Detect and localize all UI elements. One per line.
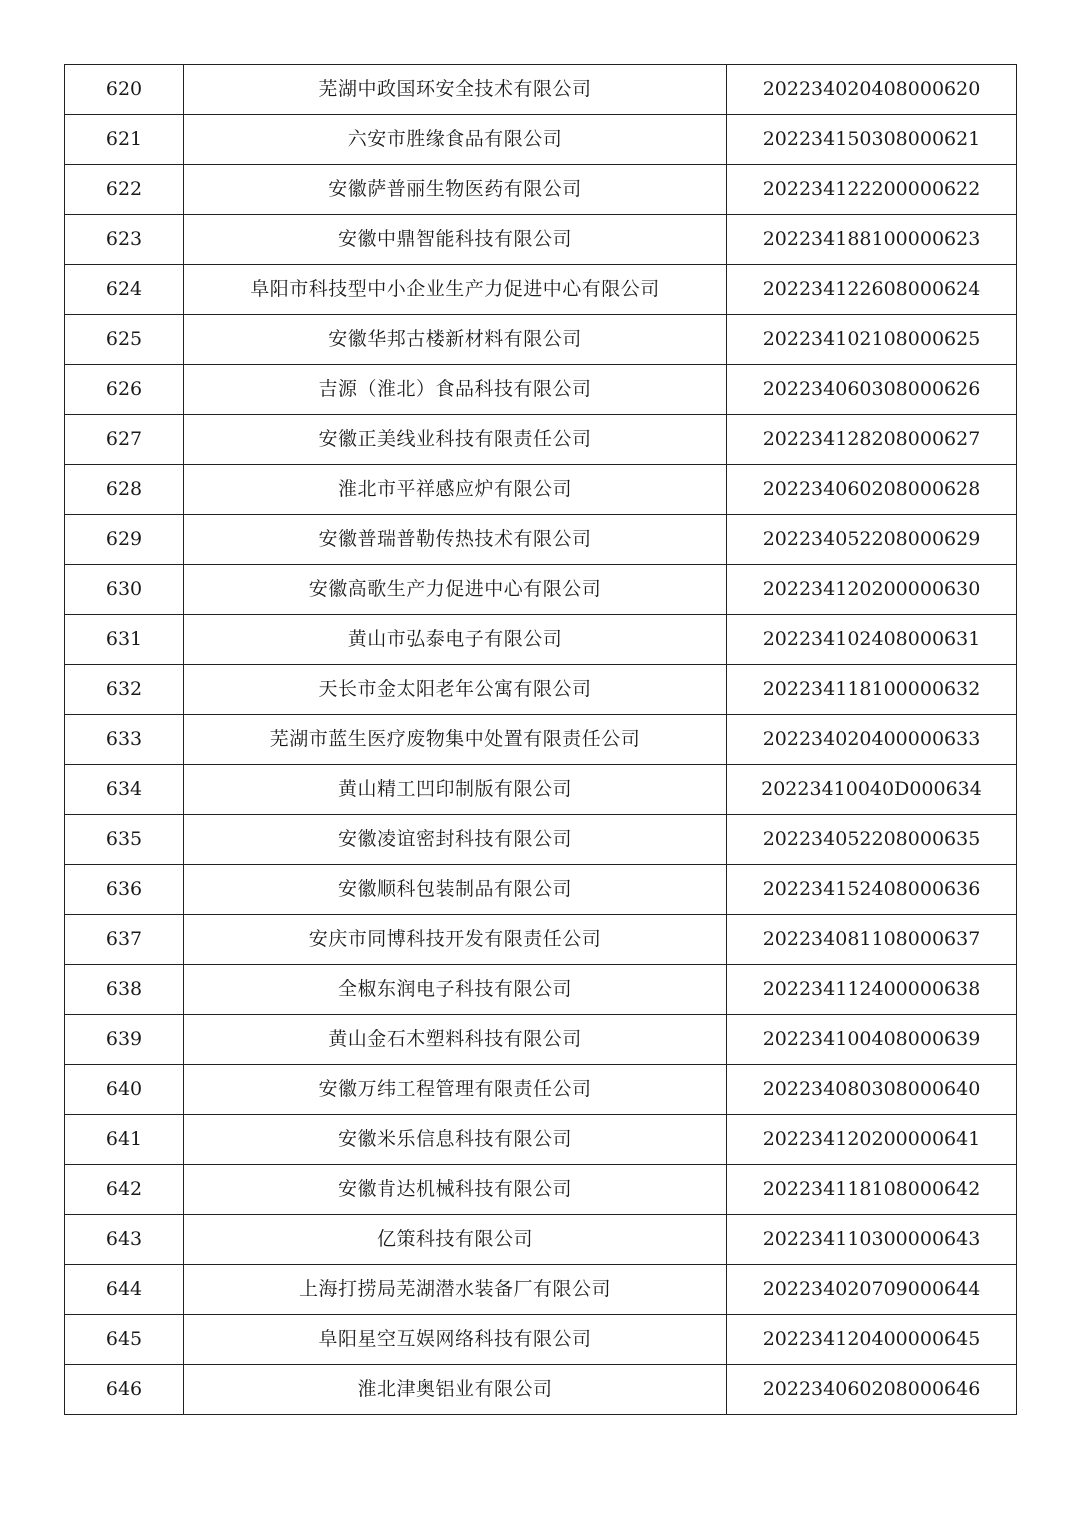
serial-number-cell: 627 bbox=[65, 415, 184, 465]
table-row bbox=[65, 615, 1017, 665]
company-name-cell: 安徽高歌生产力促进中心有限公司 bbox=[184, 565, 727, 615]
registration-code-cell: 202234188100000623 bbox=[727, 215, 1017, 265]
registry-table bbox=[64, 64, 1017, 1415]
serial-number-cell: 643 bbox=[65, 1215, 184, 1265]
table-row bbox=[65, 265, 1017, 315]
table-row bbox=[65, 365, 1017, 415]
table-row bbox=[65, 1215, 1017, 1265]
registration-code-cell: 202234020408000620 bbox=[727, 65, 1017, 115]
company-name-cell: 安徽中鼎智能科技有限公司 bbox=[184, 215, 727, 265]
company-name-cell: 安徽普瑞普勒传热技术有限公司 bbox=[184, 515, 727, 565]
serial-number-cell: 646 bbox=[65, 1365, 184, 1415]
registration-code-cell: 202234020400000633 bbox=[727, 715, 1017, 765]
registration-code-cell: 202234052208000635 bbox=[727, 815, 1017, 865]
company-name-cell: 安徽华邦古楼新材料有限公司 bbox=[184, 315, 727, 365]
company-name-cell: 安徽万纬工程管理有限责任公司 bbox=[184, 1065, 727, 1115]
company-name-cell: 安徽正美线业科技有限责任公司 bbox=[184, 415, 727, 465]
registration-code-cell: 202234120200000630 bbox=[727, 565, 1017, 615]
registration-code-cell: 202234020709000644 bbox=[727, 1265, 1017, 1315]
registration-code-cell: 202234100408000639 bbox=[727, 1015, 1017, 1065]
table-row bbox=[65, 1315, 1017, 1365]
table-row bbox=[65, 215, 1017, 265]
table-row bbox=[65, 165, 1017, 215]
registry-table-body bbox=[65, 65, 1017, 1415]
company-name-cell: 阜阳星空互娱网络科技有限公司 bbox=[184, 1315, 727, 1365]
registration-code-cell: 202234102108000625 bbox=[727, 315, 1017, 365]
table-row bbox=[65, 465, 1017, 515]
registration-code-cell: 202234118100000632 bbox=[727, 665, 1017, 715]
serial-number-cell: 642 bbox=[65, 1165, 184, 1215]
table-row bbox=[65, 315, 1017, 365]
table-row bbox=[65, 565, 1017, 615]
table-row bbox=[65, 765, 1017, 815]
registration-code-cell: 202234102408000631 bbox=[727, 615, 1017, 665]
registration-code-cell: 202234052208000629 bbox=[727, 515, 1017, 565]
serial-number-cell: 624 bbox=[65, 265, 184, 315]
company-name-cell: 安徽凌谊密封科技有限公司 bbox=[184, 815, 727, 865]
table-row bbox=[65, 1015, 1017, 1065]
serial-number-cell: 638 bbox=[65, 965, 184, 1015]
serial-number-cell: 628 bbox=[65, 465, 184, 515]
serial-number-cell: 635 bbox=[65, 815, 184, 865]
company-name-cell: 上海打捞局芜湖潜水装备厂有限公司 bbox=[184, 1265, 727, 1315]
serial-number-cell: 630 bbox=[65, 565, 184, 615]
registration-code-cell: 202234110300000643 bbox=[727, 1215, 1017, 1265]
company-name-cell: 黄山精工凹印制版有限公司 bbox=[184, 765, 727, 815]
serial-number-cell: 637 bbox=[65, 915, 184, 965]
company-name-cell: 亿策科技有限公司 bbox=[184, 1215, 727, 1265]
serial-number-cell: 626 bbox=[65, 365, 184, 415]
registration-code-cell: 202234060208000628 bbox=[727, 465, 1017, 515]
company-name-cell: 芜湖市蓝生医疗废物集中处置有限责任公司 bbox=[184, 715, 727, 765]
serial-number-cell: 639 bbox=[65, 1015, 184, 1065]
registration-code-cell: 202234060308000626 bbox=[727, 365, 1017, 415]
serial-number-cell: 645 bbox=[65, 1315, 184, 1365]
registration-code-cell: 202234081108000637 bbox=[727, 915, 1017, 965]
table-row bbox=[65, 1265, 1017, 1315]
table-row bbox=[65, 915, 1017, 965]
table-row bbox=[65, 515, 1017, 565]
company-name-cell: 安徽米乐信息科技有限公司 bbox=[184, 1115, 727, 1165]
registration-code-cell: 202234118108000642 bbox=[727, 1165, 1017, 1215]
company-name-cell: 芜湖中政国环安全技术有限公司 bbox=[184, 65, 727, 115]
registration-code-cell: 202234150308000621 bbox=[727, 115, 1017, 165]
company-name-cell: 淮北市平祥感应炉有限公司 bbox=[184, 465, 727, 515]
registration-code-cell: 202234120200000641 bbox=[727, 1115, 1017, 1165]
table-row bbox=[65, 715, 1017, 765]
registration-code-cell: 202234080308000640 bbox=[727, 1065, 1017, 1115]
serial-number-cell: 641 bbox=[65, 1115, 184, 1165]
serial-number-cell: 640 bbox=[65, 1065, 184, 1115]
company-name-cell: 六安市胜缘食品有限公司 bbox=[184, 115, 727, 165]
serial-number-cell: 631 bbox=[65, 615, 184, 665]
registration-code-cell: 202234060208000646 bbox=[727, 1365, 1017, 1415]
table-row bbox=[65, 65, 1017, 115]
serial-number-cell: 632 bbox=[65, 665, 184, 715]
registration-code-cell: 202234120400000645 bbox=[727, 1315, 1017, 1365]
table-row bbox=[65, 865, 1017, 915]
serial-number-cell: 633 bbox=[65, 715, 184, 765]
serial-number-cell: 620 bbox=[65, 65, 184, 115]
serial-number-cell: 623 bbox=[65, 215, 184, 265]
table-row bbox=[65, 1065, 1017, 1115]
company-name-cell: 全椒东润电子科技有限公司 bbox=[184, 965, 727, 1015]
table-row bbox=[65, 1165, 1017, 1215]
company-name-cell: 黄山金石木塑料科技有限公司 bbox=[184, 1015, 727, 1065]
serial-number-cell: 636 bbox=[65, 865, 184, 915]
serial-number-cell: 634 bbox=[65, 765, 184, 815]
registration-code-cell: 202234152408000636 bbox=[727, 865, 1017, 915]
serial-number-cell: 629 bbox=[65, 515, 184, 565]
table-row bbox=[65, 965, 1017, 1015]
table-row bbox=[65, 415, 1017, 465]
table-row bbox=[65, 815, 1017, 865]
serial-number-cell: 622 bbox=[65, 165, 184, 215]
company-name-cell: 黄山市弘泰电子有限公司 bbox=[184, 615, 727, 665]
table-row bbox=[65, 1365, 1017, 1415]
serial-number-cell: 644 bbox=[65, 1265, 184, 1315]
company-name-cell: 淮北津奥铝业有限公司 bbox=[184, 1365, 727, 1415]
company-name-cell: 阜阳市科技型中小企业生产力促进中心有限公司 bbox=[184, 265, 727, 315]
company-name-cell: 天长市金太阳老年公寓有限公司 bbox=[184, 665, 727, 715]
registration-code-cell: 202234112400000638 bbox=[727, 965, 1017, 1015]
registration-code-cell: 202234122200000622 bbox=[727, 165, 1017, 215]
registration-code-cell: 202234122608000624 bbox=[727, 265, 1017, 315]
company-name-cell: 安徽肯达机械科技有限公司 bbox=[184, 1165, 727, 1215]
company-name-cell: 安徽萨普丽生物医药有限公司 bbox=[184, 165, 727, 215]
registration-code-cell: 20223410040D000634 bbox=[727, 765, 1017, 815]
company-name-cell: 吉源（淮北）食品科技有限公司 bbox=[184, 365, 727, 415]
company-name-cell: 安庆市同博科技开发有限责任公司 bbox=[184, 915, 727, 965]
serial-number-cell: 621 bbox=[65, 115, 184, 165]
serial-number-cell: 625 bbox=[65, 315, 184, 365]
registration-code-cell: 202234128208000627 bbox=[727, 415, 1017, 465]
company-name-cell: 安徽顺科包装制品有限公司 bbox=[184, 865, 727, 915]
table-row bbox=[65, 1115, 1017, 1165]
table-row bbox=[65, 115, 1017, 165]
table-row bbox=[65, 665, 1017, 715]
